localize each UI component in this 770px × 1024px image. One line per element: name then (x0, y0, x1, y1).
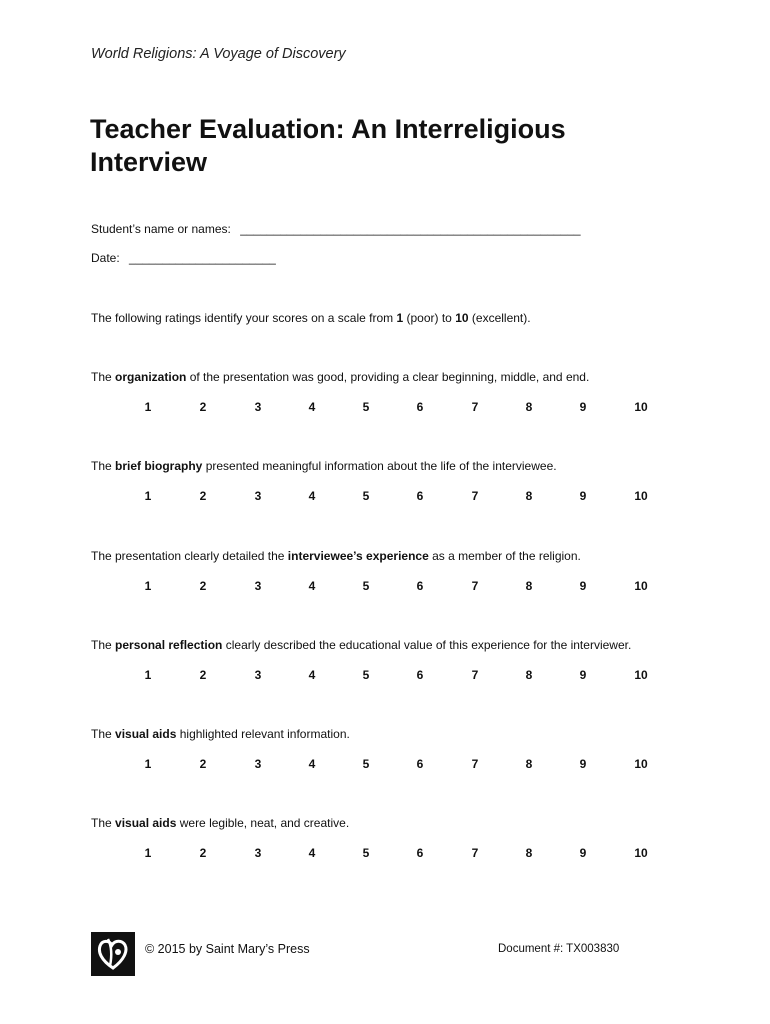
rating-statement (91, 638, 691, 652)
rating-option-6[interactable]: 6 (416, 489, 424, 503)
rating-option-10[interactable]: 10 (634, 668, 648, 682)
rating-option-3[interactable]: 3 (254, 668, 262, 682)
rating-option-1[interactable]: 1 (144, 400, 152, 414)
rating-option-5[interactable]: 5 (362, 579, 370, 593)
statement-keyword: visual aids (115, 816, 177, 830)
rating-scale (91, 489, 691, 505)
rating-scale (91, 757, 691, 773)
rating-option-5[interactable]: 5 (362, 668, 370, 682)
rating-option-9[interactable]: 9 (579, 668, 587, 682)
rating-instructions (91, 311, 531, 325)
rating-option-4[interactable]: 4 (308, 757, 316, 771)
rating-option-7[interactable]: 7 (471, 489, 479, 503)
rating-option-9[interactable]: 9 (579, 489, 587, 503)
statement-text: of the presentation was good, providing a clear beginning, middle, and end. (186, 370, 590, 384)
rating-option-7[interactable]: 7 (471, 579, 479, 593)
rating-item-personal-reflection (91, 638, 691, 684)
intro-scale-high: 10 (455, 311, 469, 325)
rating-scale (91, 579, 691, 595)
rating-option-10[interactable]: 10 (634, 579, 648, 593)
rating-option-8[interactable]: 8 (525, 757, 533, 771)
rating-option-4[interactable]: 4 (308, 400, 316, 414)
statement-keyword: brief biography (115, 459, 203, 473)
rating-option-8[interactable]: 8 (525, 668, 533, 682)
rating-option-6[interactable]: 6 (416, 846, 424, 860)
rating-item-brief-biography (91, 459, 691, 505)
intro-text-end: (excellent). (468, 311, 531, 325)
rating-option-10[interactable]: 10 (634, 489, 648, 503)
statement-text: The (91, 638, 116, 652)
rating-statement (91, 816, 691, 830)
rating-option-1[interactable]: 1 (144, 846, 152, 860)
rating-option-5[interactable]: 5 (362, 846, 370, 860)
statement-text: presented meaningful information about the life of the interviewee. (202, 459, 557, 473)
rating-scale (91, 668, 691, 684)
statement-text: The (91, 459, 116, 473)
rating-option-2[interactable]: 2 (199, 757, 207, 771)
page-title: Teacher Evaluation: An Interreligious Interview (90, 114, 566, 177)
rating-option-9[interactable]: 9 (579, 846, 587, 860)
rating-option-10[interactable]: 10 (634, 846, 648, 860)
student-name-label: Student’s name or names: (91, 222, 231, 236)
statement-text: as a member of the religion. (428, 549, 581, 563)
rating-option-9[interactable]: 9 (579, 757, 587, 771)
rating-option-1[interactable]: 1 (144, 489, 152, 503)
rating-option-3[interactable]: 3 (254, 757, 262, 771)
rating-option-6[interactable]: 6 (416, 400, 424, 414)
running-header: World Religions: A Voyage of Discovery (91, 46, 346, 62)
statement-text: The presentation clearly detailed the (91, 549, 288, 563)
rating-option-8[interactable]: 8 (525, 400, 533, 414)
rating-option-2[interactable]: 2 (199, 846, 207, 860)
rating-option-3[interactable]: 3 (254, 579, 262, 593)
rating-statement (91, 727, 691, 741)
rating-scale (91, 846, 691, 862)
rating-option-1[interactable]: 1 (144, 579, 152, 593)
rating-option-8[interactable]: 8 (525, 846, 533, 860)
rating-option-5[interactable]: 5 (362, 400, 370, 414)
rating-item-visual-aids-relevance (91, 727, 691, 773)
statement-keyword: interviewee’s experience (287, 549, 429, 563)
rating-option-4[interactable]: 4 (308, 846, 316, 860)
rating-option-5[interactable]: 5 (362, 757, 370, 771)
rating-option-6[interactable]: 6 (416, 668, 424, 682)
rating-statement (91, 549, 691, 563)
statement-text: The (91, 816, 116, 830)
date-blank: ______________________ (129, 251, 276, 265)
rating-option-4[interactable]: 4 (308, 489, 316, 503)
rating-statement (91, 370, 691, 384)
rating-option-1[interactable]: 1 (144, 757, 152, 771)
statement-text: highlighted relevant information. (176, 727, 350, 741)
copyright-notice: © 2015 by Saint Mary’s Press (145, 942, 310, 956)
document-number: Document #: TX003830 (498, 943, 620, 955)
rating-option-7[interactable]: 7 (471, 668, 479, 682)
rating-option-2[interactable]: 2 (199, 400, 207, 414)
student-name-field (91, 222, 581, 236)
rating-scale (91, 400, 691, 416)
rating-option-3[interactable]: 3 (254, 846, 262, 860)
rating-option-4[interactable]: 4 (308, 579, 316, 593)
rating-option-2[interactable]: 2 (199, 668, 207, 682)
saint-marys-press-logo-icon (91, 932, 135, 976)
rating-option-9[interactable]: 9 (579, 579, 587, 593)
rating-option-7[interactable]: 7 (471, 400, 479, 414)
statement-keyword: organization (115, 370, 187, 384)
rating-option-1[interactable]: 1 (144, 668, 152, 682)
rating-option-8[interactable]: 8 (525, 489, 533, 503)
statement-text: were legible, neat, and creative. (176, 816, 350, 830)
rating-option-3[interactable]: 3 (254, 489, 262, 503)
statement-text: The (91, 727, 116, 741)
rating-option-2[interactable]: 2 (199, 489, 207, 503)
date-field (91, 251, 276, 265)
rating-option-7[interactable]: 7 (471, 846, 479, 860)
rating-option-10[interactable]: 10 (634, 757, 648, 771)
rating-item-organization (91, 370, 691, 416)
rating-option-6[interactable]: 6 (416, 579, 424, 593)
rating-option-3[interactable]: 3 (254, 400, 262, 414)
statement-text: clearly described the educational value of this experience for the interviewer. (222, 638, 632, 652)
intro-text-middle: (poor) to (403, 311, 456, 325)
statement-keyword: visual aids (115, 727, 177, 741)
rating-statement (91, 459, 691, 473)
rating-option-9[interactable]: 9 (579, 400, 587, 414)
rating-option-6[interactable]: 6 (416, 757, 424, 771)
rating-option-4[interactable]: 4 (308, 668, 316, 682)
rating-option-7[interactable]: 7 (471, 757, 479, 771)
rating-option-10[interactable]: 10 (634, 400, 648, 414)
statement-text: The (91, 370, 116, 384)
student-name-blank: ___________________________________________________ (240, 222, 581, 236)
intro-scale-low: 1 (396, 311, 404, 325)
rating-option-5[interactable]: 5 (362, 489, 370, 503)
rating-option-8[interactable]: 8 (525, 579, 533, 593)
rating-item-interviewee-experience (91, 549, 691, 595)
rating-option-2[interactable]: 2 (199, 579, 207, 593)
statement-keyword: personal reflection (115, 638, 223, 652)
rating-item-visual-aids-legibility (91, 816, 691, 862)
date-label: Date: (91, 251, 120, 265)
intro-text-start: The following ratings identify your scores on a scale from (91, 311, 397, 325)
